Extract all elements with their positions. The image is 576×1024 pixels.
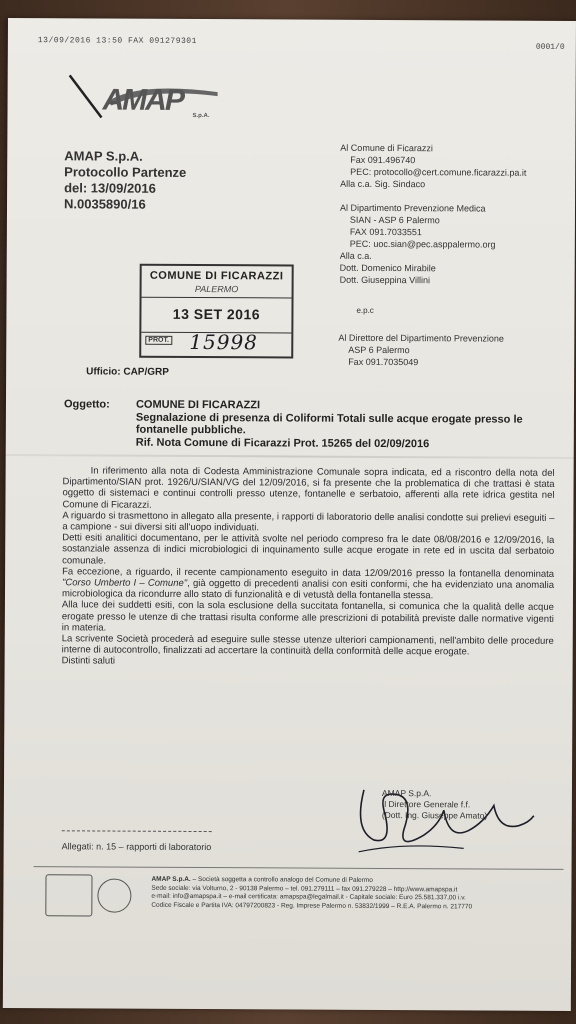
subject-line: COMUNE DI FICARAZZI xyxy=(135,398,261,412)
letter-body xyxy=(62,465,555,669)
body-paragraph: Detti esiti analitici documentano, per le attività svolte nel periodo compreso fra le date 08/08/2016 e 12/09/2016, la sostanziale assenza di indici microbiologici di inquinamento sulle acque erogate in rete ed in uscita dal serbatoio comunale. xyxy=(62,532,555,567)
footer-company: AMAP S.p.A. xyxy=(151,875,191,883)
protocol-block xyxy=(64,148,186,213)
subject-block xyxy=(136,399,556,451)
director-block xyxy=(338,332,504,369)
protocol-line: AMAP S.p.A. xyxy=(64,148,143,164)
recipient-line: Dott. Domenico Mirabile xyxy=(339,262,436,274)
recipient-line: Al Comune di Ficarazzi xyxy=(340,142,433,154)
body-paragraph xyxy=(62,566,554,602)
body-paragraph: La scrivente Società procederà ad eseguire sulle stesse utenze ulteriori campionamenti, nell'ambito delle procedure interne di autocontrollo, finalizzati ad accertare la continuità della conformità delle acque erogate. xyxy=(61,633,554,658)
signature-block xyxy=(382,788,488,822)
fax-header: 13/09/2016 13:50 FAX 091279301 xyxy=(37,36,197,46)
recipient-line: Dott. Giuseppina Villini xyxy=(339,274,431,286)
signature-company: AMAP S.p.A. xyxy=(381,787,432,799)
paper-fold-crease xyxy=(6,454,574,459)
stamp-city: PALERMO xyxy=(194,283,239,295)
recipient-line: Al Dipartimento Prevenzione Medica xyxy=(339,202,486,214)
footer-text: – Società soggetta a controllo analogo del Comune di Palermo xyxy=(190,875,373,884)
protocol-line: Protocollo Partenze xyxy=(64,164,187,180)
body-text: Fa eccezione, a riguardo, il recente campionamento eseguito in data 12/09/2016 presso la fontanella denominata xyxy=(62,566,555,580)
stamp-title: COMUNE DI FICARAZZI xyxy=(149,269,284,283)
stamp-divider xyxy=(142,297,292,299)
footer-line: e-mail: info@amapspa.it – e-mail certificata: amapspa@legalmail.it - Capitale sociale: Euro 25.581.337,00 i.v. xyxy=(151,892,466,902)
footer-line: Codice Fiscale e Partita IVA: 04797200823 - Reg. Imprese Palermo n. 53832/1999 – R.E.A. Palermo n. 217770 xyxy=(151,901,473,910)
signature-name: (Dott. Ing. Giuseppe Amato) xyxy=(381,809,488,821)
recipient-line: Alla c.a. Sig. Sindaco xyxy=(340,178,426,190)
subject-line: Rif. Nota Comune di Ficarazzi Prot. 15265 del 02/09/2016 xyxy=(135,436,430,450)
recipient-line: Alla c.a. xyxy=(339,250,372,261)
epc-label: e.p.c xyxy=(356,305,374,315)
recipient-line: Fax 091.496740 xyxy=(350,154,416,166)
footer-line: Sede sociale: via Volturno, 2 - 90138 Palermo – tel. 091.279111 – fax 091.279228 – http://www.amapspa.it xyxy=(151,884,458,893)
fontanella-name: "Corso Umberto I – Comune" xyxy=(62,577,188,589)
recipients-block xyxy=(340,142,527,287)
recipient-spacer xyxy=(340,190,526,203)
stamp-prot-label: PROT. xyxy=(145,336,172,345)
attachments-label: Allegati: n. 15 – rapporti di laboratorio xyxy=(61,841,212,853)
logo-suffix: S.p.A. xyxy=(192,112,210,120)
fax-document xyxy=(3,18,576,1011)
director-line: Al Direttore del Dipartimento Prevenzione xyxy=(338,332,504,344)
recipient-line: PEC: protocollo@cert.comune.ficarazzi.pa.it xyxy=(350,166,527,178)
ufficio-label: Ufficio: CAP/GRP xyxy=(86,366,169,378)
certification-logo-icon xyxy=(45,874,92,916)
body-paragraph: Alla luce dei suddetti esiti, con la sola esclusione della succitata fontanella, si comunica che la qualità delle acque erogate presso le utenze di che trattasi risulta conforme alle prescrizioni di potabilità previste dalle normative vigenti in materia. xyxy=(61,599,554,634)
body-paragraph: A riguardo si trasmettono in allegato alla presente, i rapporti di laboratorio delle analisi condotte sui prelievi eseguiti – a campione - sui diversi siti all'uopo individuati. xyxy=(62,510,555,534)
body-text: , già oggetto di precedenti analisi con esiti conformi, che ha evidenziato una anomalia microbiologica da ricondurre allo stato di funzionalità e di vetustà della fontanella stessa. xyxy=(61,577,555,602)
body-paragraph: In riferimento alla nota di Codesta Amministrazione Comunale sopra indicata, ed a riscontro della nota del Dipartimento/SIAN prot. 1926/U/SIAN/VG del 12/09/2016, si fa presente che la problematica di che trattasi è stata oggetto di sistemaci e continui controlli presso utenze, fontanelle e serbatoio, afferenti alla rete idrica gestita nel Comune di Ficarazzi. xyxy=(62,465,555,511)
stamp-handwritten-number: 15998 xyxy=(189,329,258,355)
footer-divider xyxy=(34,866,564,870)
subject-label: Oggetto: xyxy=(63,398,110,411)
separator-line xyxy=(62,830,212,832)
protocol-line: N.0035890/16 xyxy=(63,196,146,212)
director-line: ASP 6 Palermo xyxy=(348,344,410,356)
recipient-line: FAX 091.7033551 xyxy=(349,226,422,238)
subject-line: Segnalazione di presenza di Coliformi Totali sulle acque erogate presso le fontanelle pubbliche. xyxy=(135,411,523,437)
logo-text: AMAP xyxy=(102,83,184,117)
fax-page-number: 0001/0 xyxy=(535,42,565,52)
stamp-date: 13 SET 2016 xyxy=(172,305,261,323)
recipient-line: SIAN - ASP 6 Palermo xyxy=(349,214,440,226)
protocol-line: del: 13/09/2016 xyxy=(64,180,156,196)
director-line: Fax 091.7035049 xyxy=(348,356,419,368)
recipient-line: PEC: uoc.sian@pec.asppalermo.org xyxy=(349,238,496,250)
certification-seal-icon xyxy=(97,878,131,912)
signature-role: Il Direttore Generale f.f. xyxy=(381,798,471,810)
closing: Distinti saluti xyxy=(61,655,115,668)
footer xyxy=(151,876,551,912)
protocol-stamp xyxy=(139,264,293,359)
